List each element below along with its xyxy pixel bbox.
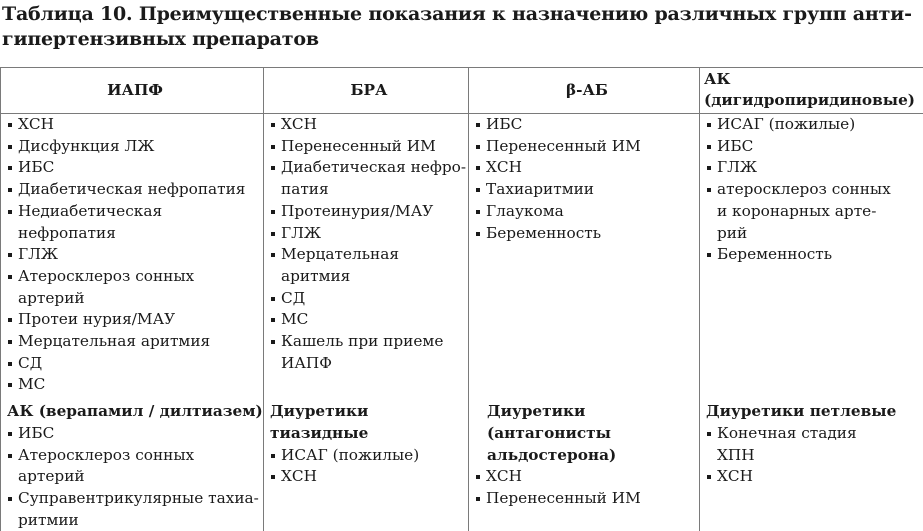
list-item: Недиабетическая нефропатия: [7, 201, 263, 244]
list-item: Тахиаритмии: [475, 179, 699, 201]
list-item: ХСН: [7, 114, 263, 136]
section-title: Диуретики петлевые: [706, 402, 897, 421]
header-ak-dhp: [700, 68, 923, 114]
table-caption: [2, 2, 921, 52]
list-item: Атеросклероз сонных артерий: [7, 266, 263, 309]
header-iapf: ИАПФ: [1, 68, 264, 114]
table-row: [1, 114, 923, 397]
list-item: ХСН: [270, 466, 468, 488]
list-item: Суправентрикулярные тахиа- ритмии: [7, 488, 263, 531]
header-ak-label: АК: [704, 70, 731, 88]
list-item: Диабетическая нефро- патия: [270, 157, 468, 200]
list-item: СД: [7, 353, 263, 375]
cell-beta-ab: [469, 114, 700, 397]
list-item: Перенесенный ИМ: [270, 136, 468, 158]
list-item: ИСАГ (пожилые): [706, 114, 923, 136]
list-item: ИБС: [706, 136, 923, 158]
list-bra: [270, 114, 468, 374]
cell-bra: [264, 114, 469, 397]
list-loop: [706, 423, 923, 488]
cell-iapf: [1, 114, 264, 397]
section-title: АК (верапамил / дилтиазем): [7, 402, 263, 421]
section-title: Диуретики тиазидные: [270, 402, 369, 442]
list-item: Перенесенный ИМ: [475, 136, 699, 158]
list-item: Перенесенный ИМ: [475, 488, 699, 510]
list-item: ХСН: [270, 114, 468, 136]
cell-ak-vd: [1, 396, 264, 531]
list-item: Диабетическая нефропатия: [7, 179, 263, 201]
list-item: Глаукома: [475, 201, 699, 223]
list-ak-vd: [7, 423, 263, 531]
list-item: Беременность: [706, 244, 923, 266]
section-title: Диуретики (антагонисты альдостерона): [487, 402, 617, 464]
list-item: МС: [270, 309, 468, 331]
list-item: Атеросклероз сонных артерий: [7, 445, 263, 488]
list-iapf: [7, 114, 263, 396]
list-item: Протеи нурия/МАУ: [7, 309, 263, 331]
cell-loop: [700, 396, 923, 531]
list-item: атеросклероз сонных и коронарных арте- рий: [706, 179, 923, 244]
list-item: ГЛЖ: [7, 244, 263, 266]
list-item: СД: [270, 288, 468, 310]
list-item: ХСН: [475, 157, 699, 179]
list-beta-ab: [475, 114, 699, 244]
list-item: ГЛЖ: [706, 157, 923, 179]
header-beta-ab: β-АБ: [469, 68, 700, 114]
list-item: Мерцательная аритмия: [270, 244, 468, 287]
list-item: Конечная стадия ХПН: [706, 423, 923, 466]
list-item: ГЛЖ: [270, 223, 468, 245]
list-item: Беременность: [475, 223, 699, 245]
list-item: ХСН: [475, 466, 699, 488]
header-bra: БРА: [264, 68, 469, 114]
list-item: Мерцательная аритмия: [7, 331, 263, 353]
cell-thiazide: [264, 396, 469, 531]
caption-line-2: гипертензивных препаратов: [2, 28, 319, 50]
list-item: Дисфункция ЛЖ: [7, 136, 263, 158]
list-item: МС: [7, 374, 263, 396]
table-row: [1, 396, 923, 531]
list-item: ИБС: [7, 157, 263, 179]
cell-aldo: [469, 396, 700, 531]
list-item: ИБС: [7, 423, 263, 445]
list-ak-dhp: [706, 114, 923, 266]
cell-ak-dhp: [700, 114, 923, 397]
header-row: [1, 68, 923, 114]
list-item: Кашель при приеме ИАПФ: [270, 331, 468, 374]
list-item: Протеинурия/МАУ: [270, 201, 468, 223]
indications-table: [0, 67, 923, 531]
list-item: ИСАГ (пожилые): [270, 445, 468, 467]
header-ak-sub: (дигидропиридиновые): [704, 91, 916, 109]
list-item: ИБС: [475, 114, 699, 136]
list-item: ХСН: [706, 466, 923, 488]
list-thiazide: [270, 445, 468, 488]
caption-line-1: Таблица 10. Преимущественные показания к назначению различных групп анти-: [2, 3, 912, 25]
